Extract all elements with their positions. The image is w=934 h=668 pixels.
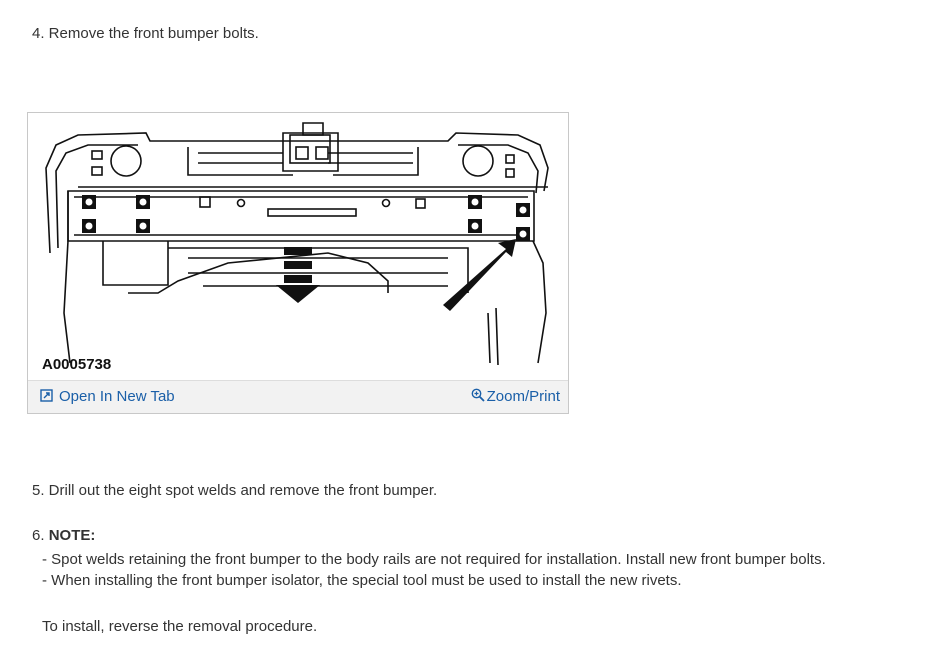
step-5-text: 5. Drill out the eight spot welds and remove the front bumper. <box>32 482 438 499</box>
zoom-print-label: Zoom/Print <box>486 388 560 405</box>
zoom-icon <box>471 388 485 406</box>
open-in-new-tab-label: Open In New Tab <box>59 388 175 405</box>
install-instruction: To install, reverse the removal procedure. <box>42 618 318 635</box>
bumper-figure <box>27 112 569 414</box>
figure-id-label: A0005738 <box>42 356 112 373</box>
figure-toolbar <box>28 380 568 413</box>
note-bullet: - Spot welds retaining the front bumper to the body rails are not required for installation. Install new front bumper bolts. <box>42 551 826 568</box>
step-6-heading <box>32 527 95 544</box>
bumper-diagram <box>28 113 568 381</box>
note-bullet: - When installing the front bumper isolator, the special tool must be used to install the new rivets. <box>42 572 682 589</box>
zoom-print-link[interactable] <box>471 388 560 406</box>
step-4-text: 4. Remove the front bumper bolts. <box>32 25 259 42</box>
step-6-number: 6. <box>32 527 45 544</box>
note-label: NOTE: <box>48 527 96 544</box>
open-in-new-tab-icon <box>40 389 53 406</box>
open-in-new-tab-link[interactable] <box>40 388 175 406</box>
